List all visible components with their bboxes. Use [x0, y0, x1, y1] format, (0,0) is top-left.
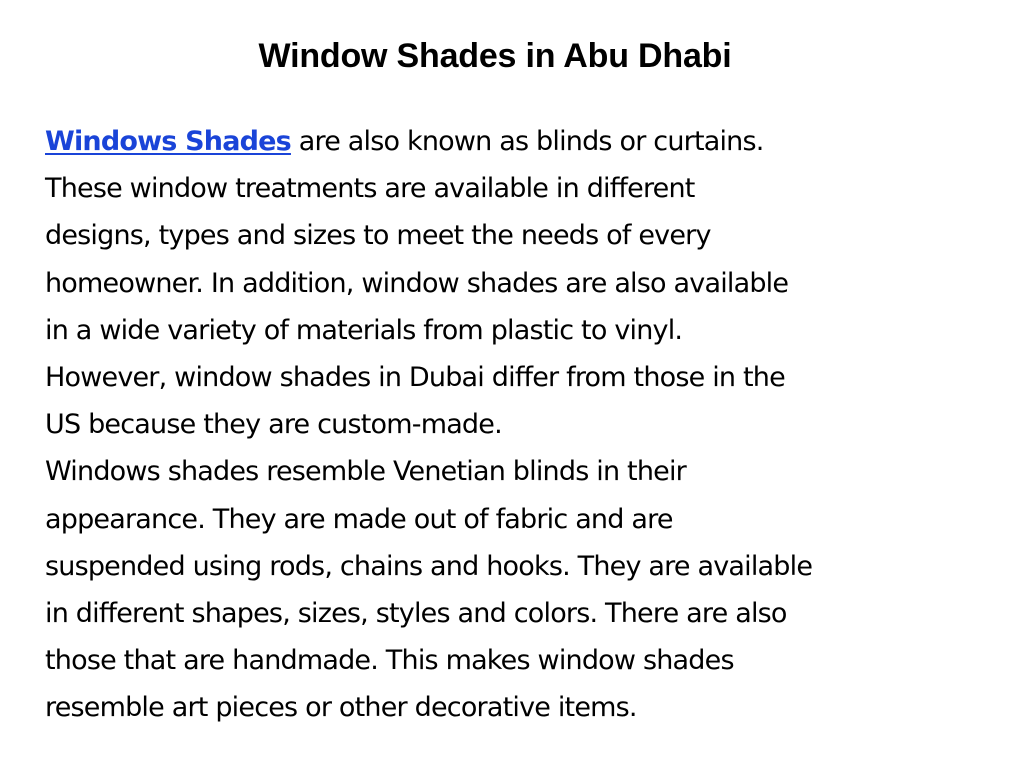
paragraph-1-line-5: in a wide variety of materials from plastic to vinyl.: [45, 314, 683, 346]
paragraph-2-line-4: in different shapes, sizes, styles and colors. There are also: [45, 598, 787, 630]
paragraph-2-line-3: suspended using rods, chains and hooks. They are available: [45, 550, 813, 582]
paragraph-2-line-5: those that are handmade. This makes window shades: [45, 645, 734, 677]
paragraph-1: [45, 118, 1010, 448]
paragraph-1-line-7: US because they are custom-made.: [45, 409, 502, 441]
paragraph-2-line-1: Windows shades resemble Venetian blinds in their: [45, 456, 686, 488]
paragraph-1-line-4: homeowner. In addition, window shades are also available: [45, 267, 789, 299]
paragraph-2-line-2: appearance. They are made out of fabric and are: [45, 503, 673, 535]
paragraph-1-line-6: However, window shades in Dubai differ from those in the: [45, 362, 785, 394]
document-body: [45, 118, 1010, 732]
paragraph-2: [45, 448, 1010, 731]
windows-shades-link[interactable]: Windows Shades: [45, 126, 291, 157]
paragraph-1-line-3: designs, types and sizes to meet the needs of every: [45, 220, 711, 252]
paragraph-1-line-2: These window treatments are available in different: [45, 173, 695, 205]
paragraph-2-line-6: resemble art pieces or other decorative items.: [45, 692, 637, 724]
page-title: Window Shades in Abu Dhabi: [258, 37, 732, 75]
paragraph-1-line-1: are also known as blinds or curtains.: [290, 126, 764, 157]
